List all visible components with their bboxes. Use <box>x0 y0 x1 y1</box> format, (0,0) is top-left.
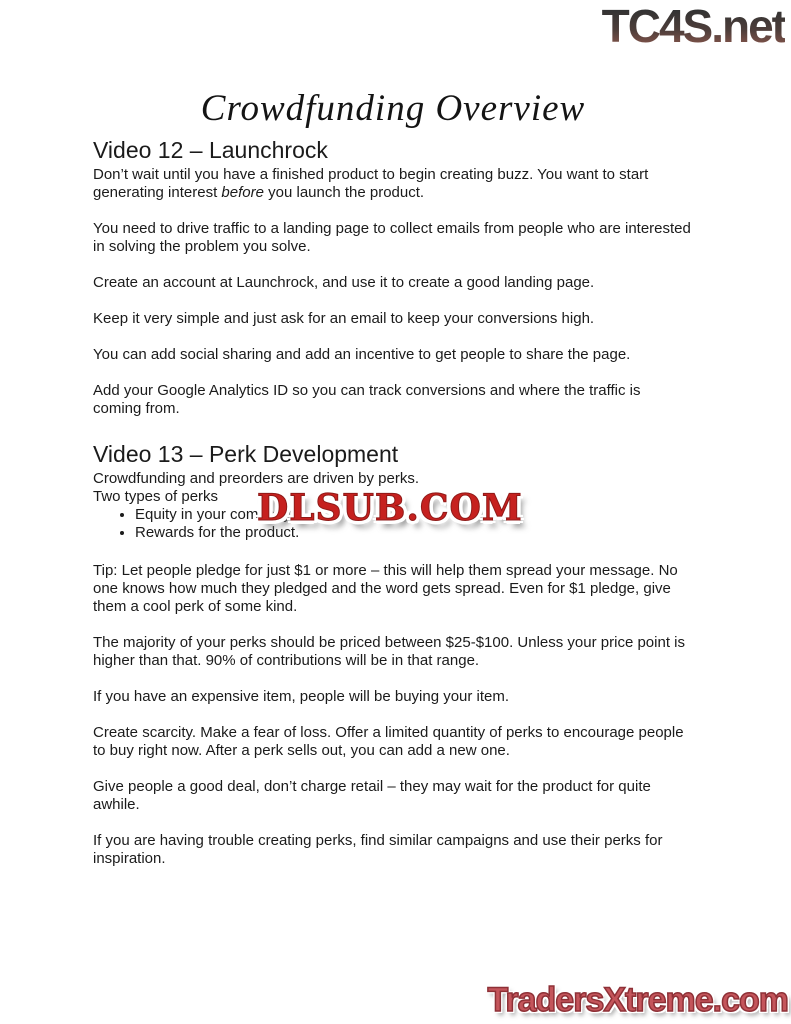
paragraph: Give people a good deal, don’t charge retail – they may wait for the product for quite awhile. <box>93 778 651 813</box>
paragraph: The majority of your perks should be priced between $25-$100. Unless your price point is higher than that. 90% of contributions will be in that range. <box>93 634 685 669</box>
dlsub-watermark: DLSUB.COM <box>257 487 523 529</box>
section-heading-video-12: Video 12 – Launchrock <box>93 137 328 163</box>
paragraph: Create scarcity. Make a fear of loss. Offer a limited quantity of perks to encourage people to buy right now. After a perk sells out, you can add a new one. <box>93 724 684 759</box>
paragraph-text: you launch the product. <box>263 184 425 201</box>
paragraph-text: Don’t wait until you have a finished product to begin creating buzz. You want to start generating interest <box>93 166 649 201</box>
list-item: • Rewards for the product. <box>135 524 693 542</box>
paragraph: Tip: Let people pledge for just $1 or more – this will help them spread your message. No one knows how much they pledged and the word gets spread. Even for $1 pledge, give them a cool perk of some kind. <box>93 562 678 615</box>
paragraph: Keep it very simple and just ask for an email to keep your conversions high. <box>93 310 595 327</box>
paragraph-text-italic: before <box>221 184 264 201</box>
paragraph: You can add social sharing and add an incentive to get people to share the page. <box>93 346 631 363</box>
paragraph: Two types of perks <box>93 488 219 505</box>
paragraph <box>93 166 693 202</box>
paragraph: Create an account at Launchrock, and use it to create a good landing page. <box>93 274 595 291</box>
paragraph: Crowdfunding and preorders are driven by perks. <box>93 470 420 487</box>
paragraph: Add your Google Analytics ID so you can track conversions and where the traffic is coming from. <box>93 382 641 417</box>
page-title: Crowdfunding Overview <box>200 88 586 129</box>
section-heading-video-13: Video 13 – Perk Development <box>93 441 399 467</box>
tradersxtreme-logo: TradersXtreme.com <box>487 981 788 1019</box>
paragraph: You need to drive traffic to a landing page to collect emails from people who are interested in solving the problem you solve. <box>93 220 691 255</box>
list-item: • Equity in your company <box>135 506 693 524</box>
paragraph: If you are having trouble creating perks, find similar campaigns and use their perks for inspiration. <box>93 832 663 867</box>
paragraph: If you have an expensive item, people will be buying your item. <box>93 688 510 705</box>
tc4s-logo: TC4S.net <box>601 0 785 52</box>
